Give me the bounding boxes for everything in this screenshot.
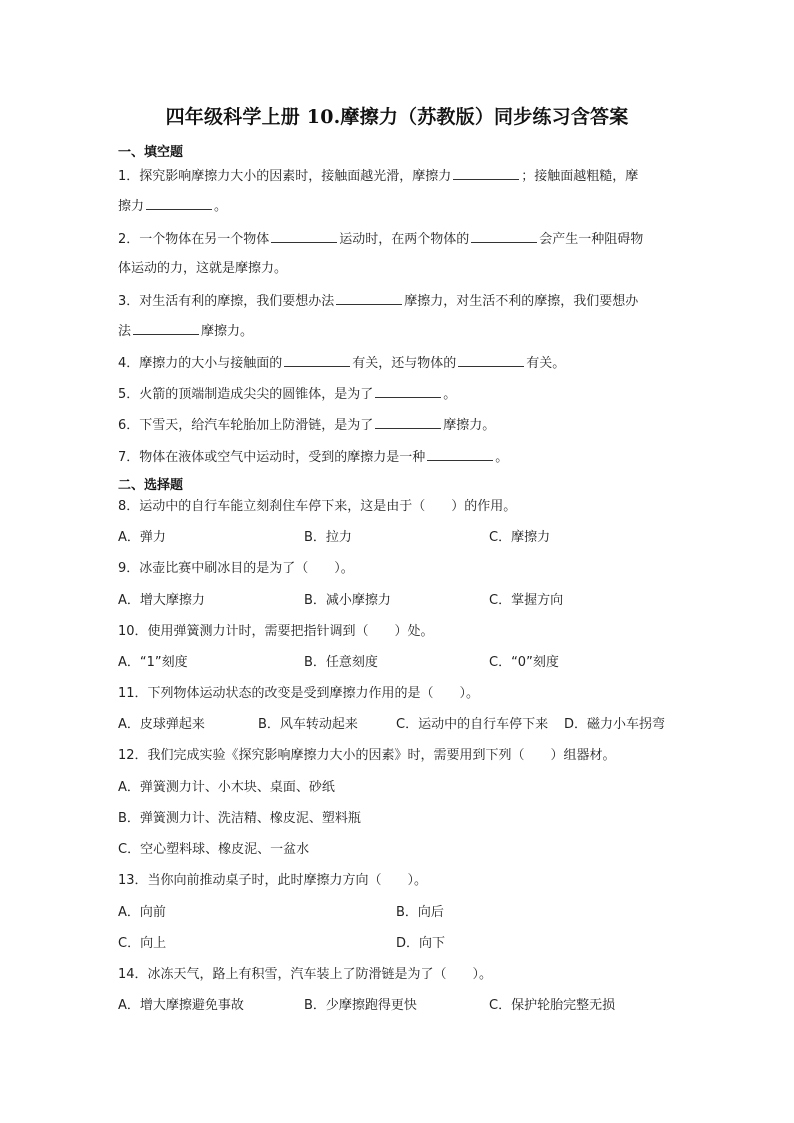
question-4: 4．摩擦力的大小与接触面的 有关，还与物体的 有关。 <box>118 356 566 371</box>
answer-blank[interactable] <box>133 322 199 335</box>
option-c[interactable]: C．运动中的自行车停下来 <box>396 717 549 732</box>
option-c[interactable]: C．“0”刻度 <box>489 655 559 670</box>
option-b[interactable]: B．向后 <box>396 905 444 920</box>
question-6: 6．下雪天，给汽车轮胎加上防滑链，是为了 摩擦力。 <box>118 418 496 433</box>
answer-blank[interactable] <box>427 448 493 461</box>
answer-blank[interactable] <box>375 416 441 429</box>
question-8: 8．运动中的自行车能立刻刹住车停下来，这是由于（ ）的作用。 <box>118 499 517 514</box>
option-d[interactable]: D．向下 <box>396 936 446 951</box>
question-12: 12．我们完成实验《探究影响摩擦力大小的因素》时，需要用到下列（ ）组器材。 <box>118 748 616 763</box>
question-13: 13．当你向前推动桌子时，此时摩擦力方向（ ）。 <box>118 873 428 888</box>
question-2-line-2: 体运动的力，这就是摩擦力。 <box>118 261 288 276</box>
question-14: 14．冰冻天气，路上有积雪，汽车装上了防滑链是为了（ ）。 <box>118 967 493 982</box>
option-c[interactable]: C．向上 <box>118 936 167 951</box>
option-c[interactable]: C．掌握方向 <box>489 593 564 608</box>
page-title: 四年级科学上册 10.摩擦力（苏教版）同步练习含答案 <box>165 106 629 128</box>
option-a[interactable]: A．弹力 <box>118 530 166 545</box>
answer-blank[interactable] <box>271 230 337 243</box>
answer-blank[interactable] <box>336 292 402 305</box>
option-b[interactable]: B．拉力 <box>304 530 352 545</box>
option-a[interactable]: A．皮球弹起来 <box>118 717 205 732</box>
option-d[interactable]: D．磁力小车拐弯 <box>564 717 666 732</box>
option-b[interactable]: B．风车转动起来 <box>258 717 358 732</box>
question-3-line-2: 法 摩擦力。 <box>118 324 254 339</box>
option-a[interactable]: A．“1”刻度 <box>118 655 188 670</box>
option-c[interactable]: C．空心塑料球、橡皮泥、一盆水 <box>118 842 310 857</box>
option-a[interactable]: A．向前 <box>118 905 166 920</box>
question-5: 5．火箭的顶端制造成尖尖的圆锥体，是为了 。 <box>118 387 457 402</box>
option-a[interactable]: A．弹簧测力计、小木块、桌面、砂纸 <box>118 780 335 795</box>
answer-blank[interactable] <box>471 230 537 243</box>
option-b[interactable]: B．弹簧测力计、洗洁精、橡皮泥、塑料瓶 <box>118 811 361 826</box>
option-a[interactable]: A．增大摩擦力 <box>118 593 205 608</box>
option-a[interactable]: A．增大摩擦避免事故 <box>118 998 244 1013</box>
question-7: 7．物体在液体或空气中运动时，受到的摩擦力是一种 。 <box>118 450 509 465</box>
question-2-line-1: 2．一个物体在另一个物体 运动时，在两个物体的 会产生一种阻碍物 <box>118 232 644 247</box>
answer-blank[interactable] <box>375 385 441 398</box>
option-c[interactable]: C．保护轮胎完整无损 <box>489 998 616 1013</box>
option-b[interactable]: B．少摩擦跑得更快 <box>304 998 417 1013</box>
question-11: 11．下列物体运动状态的改变是受到摩擦力作用的是（ ）。 <box>118 686 480 701</box>
question-10: 10．使用弹簧测力计时，需要把指针调到（ ）处。 <box>118 624 434 639</box>
question-3-line-1: 3．对生活有利的摩擦，我们要想办法 摩擦力，对生活不利的摩擦，我们要想办 <box>118 294 639 309</box>
answer-blank[interactable] <box>146 197 212 210</box>
section-heading-choice: 二、选择题 <box>118 478 184 493</box>
answer-blank[interactable] <box>458 354 524 367</box>
option-c[interactable]: C．摩擦力 <box>489 530 551 545</box>
answer-blank[interactable] <box>284 354 350 367</box>
section-heading-fill: 一、填空题 <box>118 145 184 160</box>
option-b[interactable]: B．任意刻度 <box>304 655 378 670</box>
answer-blank[interactable] <box>453 167 519 180</box>
question-9: 9．冰壶比赛中刷冰目的是为了（ ）。 <box>118 561 354 576</box>
question-1-line-2: 擦力 。 <box>118 199 228 214</box>
option-b[interactable]: B．减小摩擦力 <box>304 593 391 608</box>
question-1-line-1: 1．探究影响摩擦力大小的因素时，接触面越光滑，摩擦力 ；接触面越粗糙，摩 <box>118 169 639 184</box>
